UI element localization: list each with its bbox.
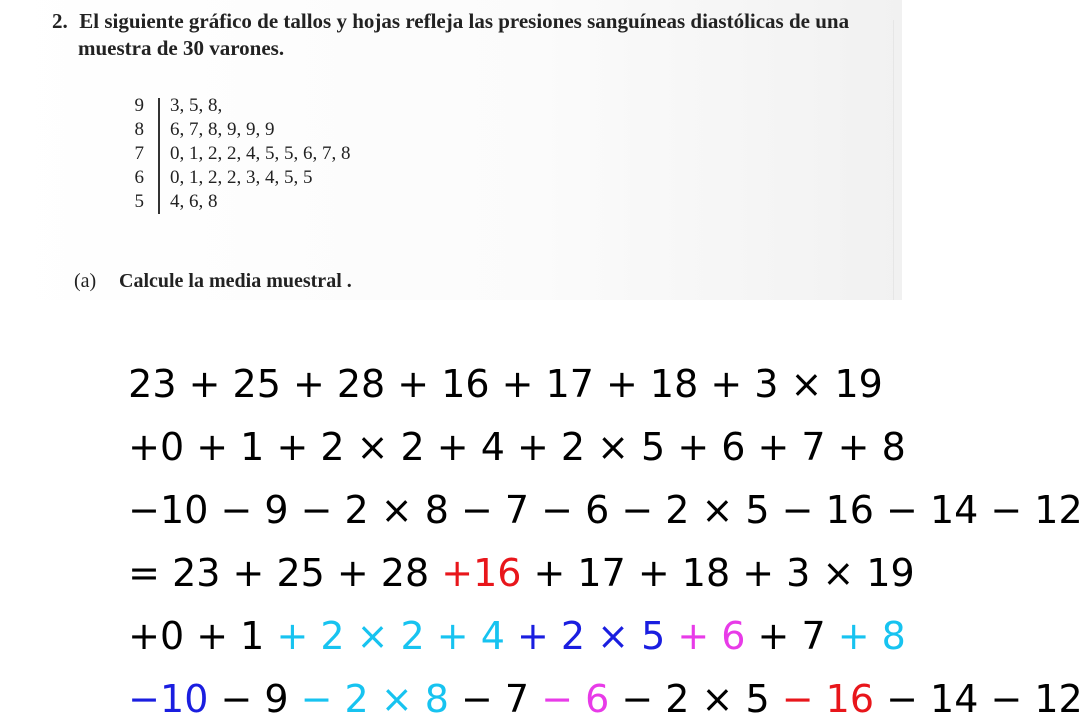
equation-term-highlight: + 2 × 2 + 4 [276, 614, 505, 658]
question-label: (a) [74, 270, 97, 292]
leaves: 3, 5, 8, [170, 95, 223, 116]
equation-term-highlight: + 8 [837, 614, 906, 658]
equation-term-highlight: + 6 [677, 614, 746, 658]
problem-text-1: El siguiente gráfico de tallos y hojas refleja las presiones sanguíneas diastólicas de una [79, 9, 850, 33]
stem: 5 [134, 191, 144, 212]
equation-term: + 7 [745, 614, 838, 658]
stem-leaf-row [120, 190, 351, 214]
equation-term: −10 − 9 − 2 × 8 − 7 − 6 − 2 × 5 − 16 − 14 − 12 [128, 488, 1083, 532]
leaves: 0, 1, 2, 2, 4, 5, 5, 6, 7, 8 [170, 143, 351, 164]
equation-term-highlight: − 6 [541, 677, 610, 721]
equation-term-highlight: − 2 × 8 [300, 677, 449, 721]
question-text: Calcule la media muestral . [119, 270, 352, 292]
equation-term-highlight: − 16 [781, 677, 875, 721]
stem: 8 [134, 119, 144, 140]
equation-term: − 14 − 12 [874, 677, 1083, 721]
stem: 7 [134, 143, 144, 164]
equation-term-highlight: + 2 × 5 [504, 614, 678, 658]
stem-leaf-divider [158, 98, 160, 214]
stem: 9 [134, 95, 144, 116]
stem-leaf-row [120, 118, 351, 142]
equation-term: 23 + 25 + 28 + 16 + 17 + 18 + 3 × 19 [128, 362, 883, 406]
equation-term: = 23 + 25 + 28 [128, 551, 442, 595]
stem-leaf-row [120, 166, 351, 190]
equation-term: +0 + 1 + 2 × 2 + 4 + 2 × 5 + 6 + 7 + 8 [128, 425, 906, 469]
leaves: 6, 7, 8, 9, 9, 9 [170, 119, 275, 140]
equation-term: − 2 × 5 [609, 677, 782, 721]
stem-leaf-row [120, 142, 351, 166]
equation-term: +0 + 1 [128, 614, 277, 658]
leaves: 0, 1, 2, 2, 3, 4, 5, 5 [170, 167, 313, 188]
leaves: 4, 6, 8 [170, 191, 218, 212]
problem-line-1 [52, 8, 932, 35]
problem-number: 2. [52, 9, 68, 33]
question-a [74, 270, 352, 293]
equation-term-highlight: +16 [441, 551, 522, 595]
equation-line-6 [104, 633, 1083, 721]
problem-statement [52, 8, 932, 62]
stem: 6 [134, 167, 144, 188]
stem-leaf-row [120, 94, 351, 118]
equation-term: − 9 [208, 677, 301, 721]
equation-term: + 17 + 18 + 3 × 19 [521, 551, 915, 595]
equation-term-highlight: −10 [128, 677, 209, 721]
problem-text-2: muestra de 30 varones. [78, 36, 285, 60]
scan-edge-line [893, 20, 894, 300]
equation-term: − 7 [448, 677, 542, 721]
stem-leaf-plot [120, 94, 351, 214]
